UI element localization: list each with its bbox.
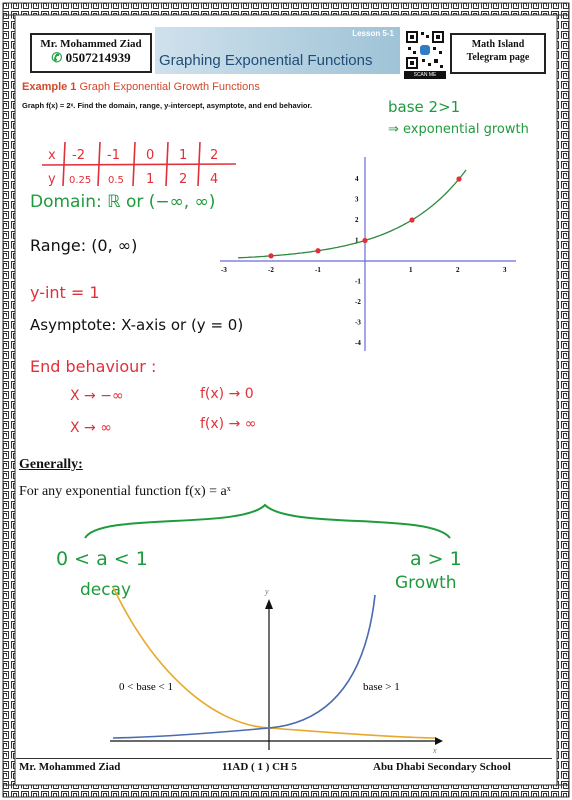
table-x-cell: 2 bbox=[210, 148, 219, 163]
decay-condition: 0 < a < 1 bbox=[56, 548, 148, 570]
eb1-right: f(x) → 0 bbox=[200, 386, 254, 402]
graph-y-tick: -1 bbox=[355, 277, 361, 286]
yint-note: y-int = 1 bbox=[30, 283, 100, 302]
graph-x-tick: 2 bbox=[456, 266, 460, 274]
growth-label: Growth bbox=[395, 573, 457, 593]
telegram-box[interactable] bbox=[450, 33, 546, 74]
graph-y-tick: 4 bbox=[355, 175, 359, 183]
growth-curve-label: base > 1 bbox=[363, 681, 400, 693]
graph-y-tick: -4 bbox=[355, 339, 361, 347]
lesson-number: Lesson 5-1 bbox=[352, 29, 394, 38]
graph-point bbox=[362, 238, 367, 243]
graph-y-tick: -2 bbox=[355, 298, 361, 306]
general-y-label: y bbox=[265, 587, 269, 596]
lesson-banner bbox=[155, 27, 400, 74]
domain-note: Domain: ℝ or (−∞, ∞) bbox=[30, 192, 216, 212]
whatsapp-icon: ✆ bbox=[51, 50, 63, 65]
decay-label: decay bbox=[80, 580, 132, 600]
lesson-title: Graphing Exponential Functions bbox=[159, 52, 373, 69]
growth-note: ⇒ exponential growth bbox=[388, 122, 529, 137]
table-y-cell: 0.25 bbox=[69, 175, 92, 186]
graph-point bbox=[409, 217, 414, 222]
graph-point bbox=[268, 253, 273, 258]
decay-curve-label: 0 < base < 1 bbox=[119, 681, 173, 693]
end-behaviour-note: End behaviour : bbox=[30, 357, 157, 376]
exponential-graph bbox=[220, 155, 520, 355]
table-x-cell: -1 bbox=[107, 148, 120, 163]
table-y-cell: 0.5 bbox=[108, 175, 124, 186]
growth-curve-general bbox=[113, 595, 375, 738]
graph-point bbox=[315, 248, 320, 253]
y-arrow-icon bbox=[265, 599, 273, 609]
generally-heading: Generally: bbox=[19, 457, 83, 472]
x-arrow-icon bbox=[435, 737, 443, 745]
general-statement: For any exponential function f(x) = aˣ bbox=[19, 484, 231, 499]
example-prompt: Graph f(x) = 2ˣ. Find the domain, range, y-intercept, asymptote, and end behavior. bbox=[22, 101, 313, 110]
curly-brace bbox=[80, 500, 460, 540]
qr-code-icon[interactable] bbox=[404, 29, 446, 71]
table-x-cell: 0 bbox=[146, 148, 155, 163]
general-exponential-graph bbox=[105, 585, 450, 755]
table-x-cell: 1 bbox=[179, 148, 188, 163]
graph-x-tick: -3 bbox=[221, 266, 227, 274]
values-table bbox=[40, 140, 240, 190]
general-x-label: x bbox=[433, 746, 437, 755]
table-y-cell: 2 bbox=[179, 172, 188, 187]
footer-class: 11AD ( 1 ) CH 5 bbox=[222, 761, 297, 773]
example-title bbox=[22, 81, 260, 93]
growth-condition: a > 1 bbox=[410, 548, 462, 570]
growth-curve bbox=[238, 170, 466, 258]
range-note: Range: (0, ∞) bbox=[30, 236, 138, 255]
telegram-line2: Telegram page bbox=[466, 52, 530, 63]
asymptote-note: Asymptote: X-axis or (y = 0) bbox=[30, 316, 244, 334]
eb1-left: X → −∞ bbox=[70, 388, 124, 404]
base-note: base 2>1 bbox=[388, 98, 461, 116]
example-label: Example 1 bbox=[22, 81, 77, 93]
graph-y-tick: -3 bbox=[355, 318, 361, 327]
graph-y-tick: 3 bbox=[355, 195, 359, 204]
phone-text: 0507214939 bbox=[65, 50, 131, 65]
table-x-cell: -2 bbox=[72, 148, 85, 163]
graph-x-tick: 1 bbox=[409, 266, 413, 274]
author-name: Mr. Mohammed Ziad bbox=[40, 38, 142, 50]
table-y-label: y bbox=[48, 172, 56, 187]
table-x-label: x bbox=[48, 148, 56, 163]
scan-me-label: SCAN ME bbox=[404, 71, 446, 79]
eb2-left: X → ∞ bbox=[70, 420, 112, 436]
telegram-line1: Math Island bbox=[471, 39, 525, 50]
graph-y-tick: 2 bbox=[355, 216, 359, 224]
graph-x-tick: -1 bbox=[315, 266, 321, 274]
footer-school: Abu Dhabi Secondary School bbox=[373, 761, 511, 773]
footer-author: Mr. Mohammed Ziad bbox=[19, 761, 121, 773]
decay-curve bbox=[113, 587, 435, 738]
example-heading: Graph Exponential Growth Functions bbox=[79, 81, 260, 93]
author-box bbox=[30, 33, 152, 73]
table-y-cell: 4 bbox=[210, 172, 219, 187]
table-y-cell: 1 bbox=[146, 172, 155, 187]
graph-y-tick: 1 bbox=[355, 236, 359, 245]
graph-point bbox=[456, 176, 461, 181]
eb2-right: f(x) → ∞ bbox=[200, 416, 257, 432]
graph-x-tick: 3 bbox=[503, 266, 507, 274]
graph-x-tick: -2 bbox=[268, 266, 274, 274]
phone-number bbox=[32, 51, 150, 65]
